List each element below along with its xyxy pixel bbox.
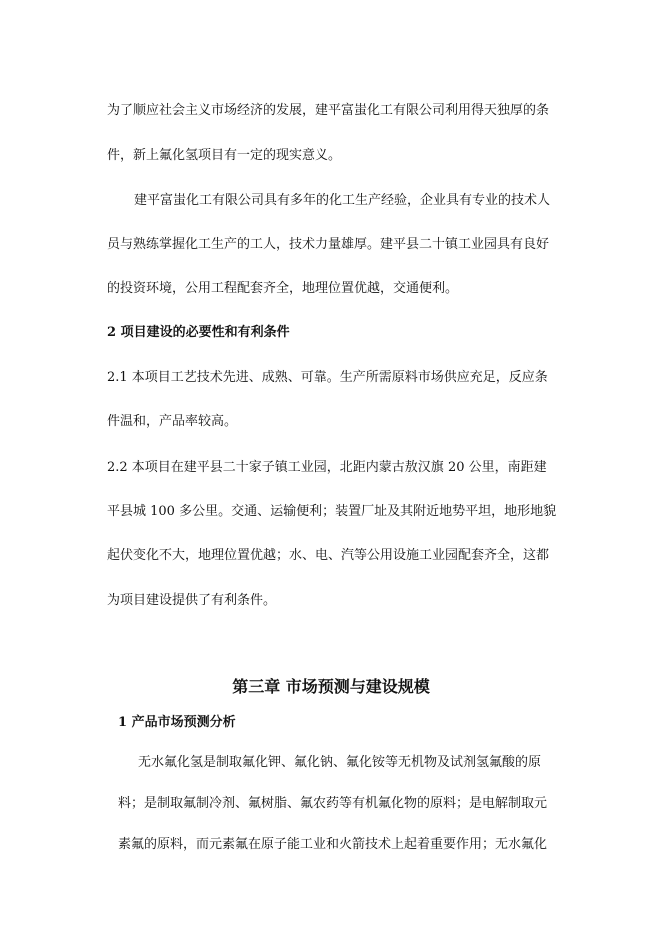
item-2-2-line-2: 平县城 100 多公里。交通、运输便利；装置厂址及其附近地势平坦，地形地貌	[107, 504, 557, 519]
item-2-1-line-1: 2.1 本项目工艺技术先进、成熟、可靠。生产所需原料市场供应充足，反应条	[107, 370, 548, 385]
paragraph-3-line-1: 无水氟化氢是制取氟化钾、氟化钠、氟化铵等无机物及试剂氢氟酸的原	[138, 755, 542, 770]
item-2-2-line-4: 为项目建设提供了有利条件。	[107, 593, 277, 608]
section-3-1-heading: 1 产品市场预测分析	[118, 715, 236, 730]
item-2-2-line-1: 2.2 本项目在建平县二十家子镇工业园，北距内蒙古敖汉旗 20 公里，南距建	[107, 460, 547, 475]
section-2-heading: 2 项目建设的必要性和有利条件	[107, 325, 290, 340]
paragraph-1-line-2: 件，新上氟化氢项目有一定的现实意义。	[107, 148, 342, 163]
chapter-3-title: 第三章 市场预测与建设规模	[232, 677, 430, 696]
paragraph-2-line-2: 员与熟练掌握化工生产的工人，技术力量雄厚。建平县二十镇工业园具有良好	[107, 237, 550, 252]
item-2-1-line-2: 件温和，产品率较高。	[107, 414, 238, 429]
item-2-2-line-3: 起伏变化不大，地理位置优越；水、电、汽等公用设施工业园配套齐全，这都	[107, 548, 550, 563]
paragraph-2-line-3: 的投资环境，公用工程配套齐全，地理位置优越，交通便利。	[107, 281, 459, 296]
paragraph-3-line-3: 素氟的原料，而元素氟在原子能工业和火箭技术上起着重要作用；无水氟化	[118, 837, 548, 852]
paragraph-2-line-1: 建平富蚩化工有限公司具有多年的化工生产经验，企业具有专业的技术人	[134, 193, 551, 208]
paragraph-3-line-2: 料；是制取氟制冷剂、氟树脂、氟农药等有机氟化物的原料；是电解制取元	[118, 796, 548, 811]
paragraph-1-line-1: 为了顺应社会主义市场经济的发展，建平富蚩化工有限公司利用得天独厚的条	[107, 103, 550, 118]
